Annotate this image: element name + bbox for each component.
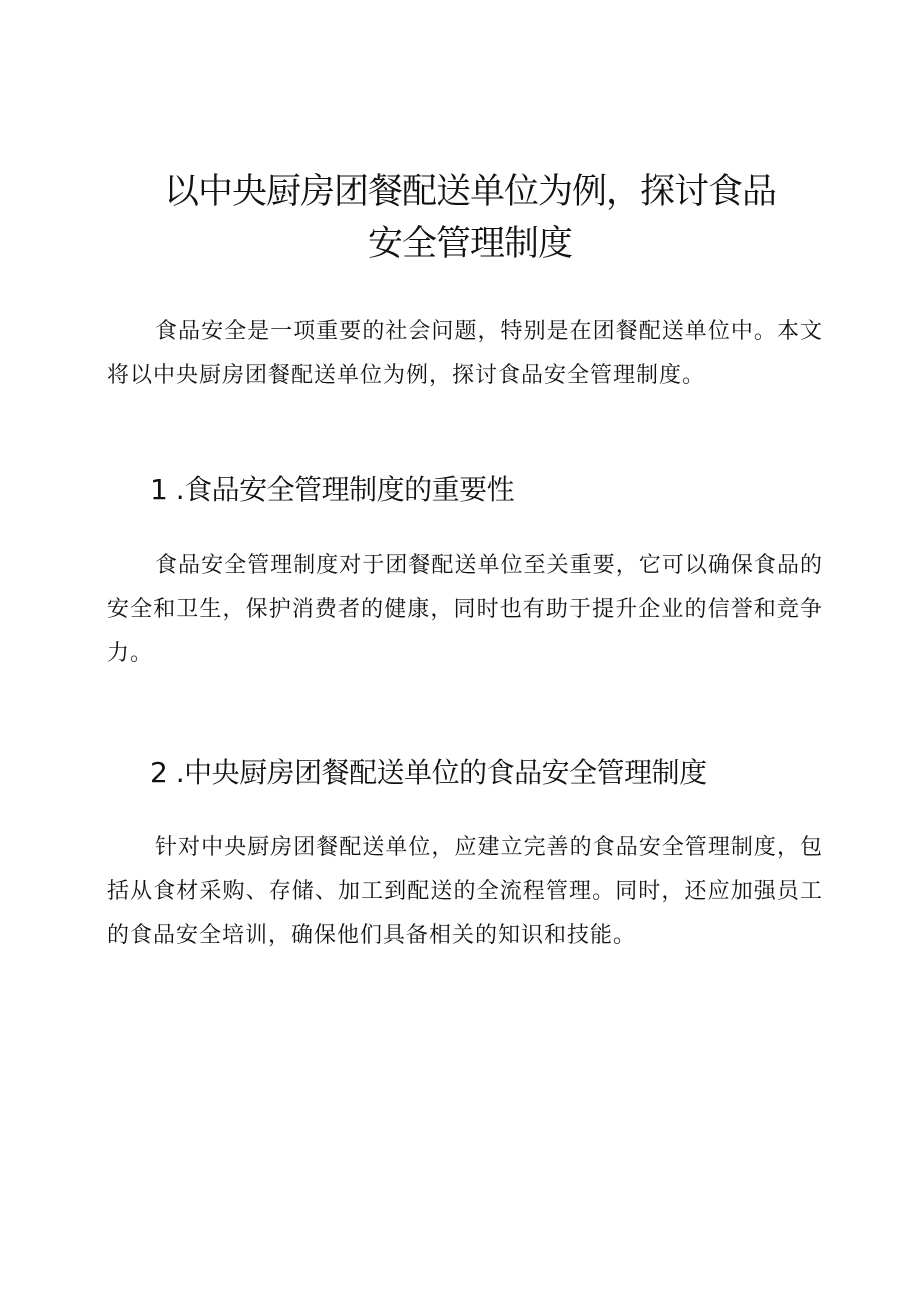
title-line-1: 以中央厨房团餐配送单位为例，探讨食品	[163, 172, 776, 212]
section-heading-2: 2 .中央厨房团餐配送单位的食品安全管理制度	[150, 756, 707, 789]
document-title	[105, 166, 835, 270]
title-line-2: 安全管理制度	[367, 224, 572, 264]
section-heading-1: 1 .食品安全管理制度的重要性	[150, 473, 515, 506]
section-paragraph-1: 食品安全管理制度对于团餐配送单位至关重要，它可以确保食品的安全和卫生，保护消费者的健康，同时也有助于提升企业的信誉和竞争力。	[107, 553, 823, 666]
intro-paragraph: 食品安全是一项重要的社会问题，特别是在团餐配送单位中。本文将以中央厨房团餐配送单位为例，探讨食品安全管理制度。	[107, 319, 823, 388]
section-paragraph-2: 针对中央厨房团餐配送单位，应建立完善的食品安全管理制度，包括从食材采购、存储、加工到配送的全流程管理。同时，还应加强员工的食品安全培训，确保他们具备相关的知识和技能。	[107, 835, 823, 948]
